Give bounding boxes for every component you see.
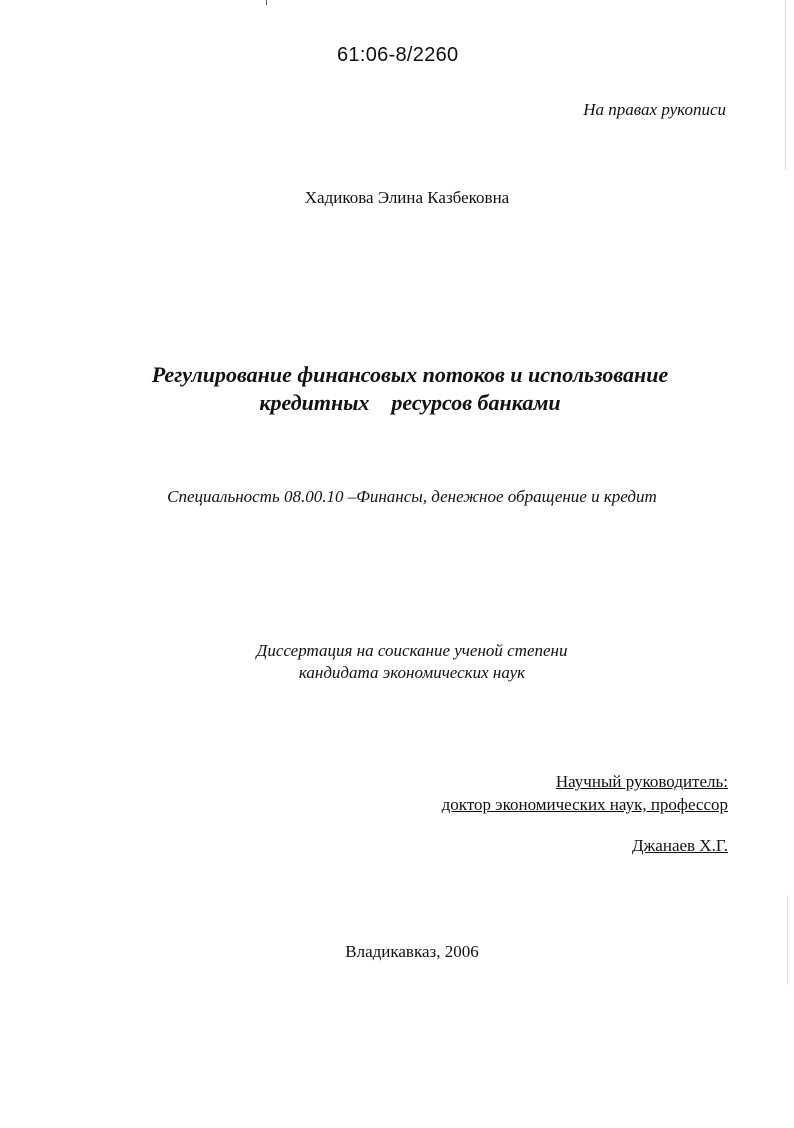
title-line-2: кредитных ресурсов банками <box>259 390 561 415</box>
scan-artifact-edge <box>787 895 788 985</box>
scan-artifact-mark <box>266 0 267 5</box>
degree-statement <box>0 640 794 684</box>
advisor-name: Джанаев Х.Г. <box>631 836 728 855</box>
registry-number: 61:06-8/2260 <box>337 44 459 66</box>
city-year: Владикавказ, 2006 <box>345 942 479 961</box>
specialty-line: Специальность 08.00.10 –Финансы, денежное обращение и кредит <box>167 487 657 506</box>
author-name: Хадикова Элина Казбековна <box>304 188 510 207</box>
advisor-credentials: доктор экономических наук, профессор <box>441 795 728 814</box>
advisor-label: Научный руководитель: <box>555 772 728 791</box>
dissertation-title <box>0 361 794 417</box>
scan-artifact-edge <box>785 0 786 170</box>
degree-line-1: Диссертация на соискание ученой степени <box>256 641 568 660</box>
manuscript-rights-note: На правах рукописи <box>583 100 726 119</box>
scientific-advisor-block <box>442 770 728 816</box>
title-line-1: Регулирование финансовых потоков и использование <box>151 362 669 387</box>
degree-line-2: кандидата экономических наук <box>298 663 526 682</box>
